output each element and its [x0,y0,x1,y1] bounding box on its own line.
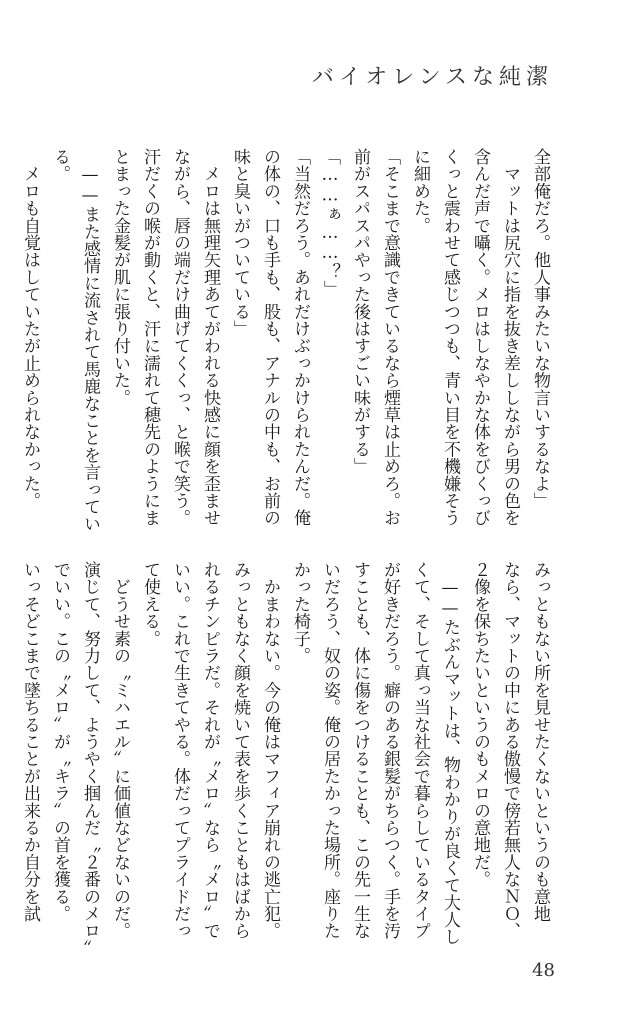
text-column: かまわない。今の俺はマフィア崩れの逃亡犯。 [260,561,280,940]
text-column: 演じて、努力して、ようやく掴んだ〝２番のメロ〟 [80,561,100,957]
text-column: メロも自覚はしていたが止められなかった。 [20,148,40,510]
text-column: 「当然だろう。あれだけぶっかけられたんだ。俺 [290,148,310,527]
text-column: に細めた。 [410,148,430,234]
text-column: 含んだ声で囁く。メロはしなやかな体をびくっび [470,148,490,527]
text-column: すことも、体に傷をつけることも、この先一生な [350,561,370,940]
text-column: て使える。 [140,561,160,647]
text-column: る。 [50,148,70,183]
text-block-lower [20,561,555,957]
page-number: 48 [532,960,555,981]
text-column: みっともなく顔を焼いて表を歩くこともはばから [230,561,250,940]
text-column: でいい。この〝メロ〟が〝キラ〟の首を獲る。 [50,561,70,923]
text-column: の体の、口も手も、股も、アナルの中も、お前の [260,148,280,527]
text-column: くっと震わせて感じつつも、青い目を不機嫌そう [440,148,460,527]
text-column: 「そこまで意識できているなら煙草は止めろ。お [380,148,400,527]
text-block-upper [20,148,555,533]
text-column: ——また感情に流されて馬鹿なことを言ってい [80,148,100,533]
text-column: 汗だくの喉が動くと、汗に濡れて穂先のようにま [140,148,160,527]
text-column: なら、マットの中にある傲慢で傍若無人なＮＯ、 [500,561,520,940]
text-column: メロは無理矢理あてがわれる快感に顔を歪ませ [200,148,220,527]
text-column: いっそどこまで墜ちることが出来るか自分を試 [20,561,40,923]
text-column: ２像を保ちたいというのもメロの意地だ。 [470,561,490,888]
text-column: ——たぶんマットは、物わかりが良くて大人し [440,561,460,946]
text-column: いだろう、奴の姿。俺の居たかった場所。座りた [320,561,340,940]
text-column: ながら、唇の端だけ曲げてくくっ、と喉で笑う。 [170,148,190,527]
text-column: 味と臭いがついている」 [230,148,250,338]
text-column: どうせ素の〝ミハエル〟に価値などないのだ。 [110,561,130,940]
text-column: くて、そして真っ当な社会で暮らしているタイプ [410,561,430,940]
text-column: とまった金髪が肌に張り付いた。 [110,148,130,406]
running-head-title: バイオレンスな純潔 [311,65,553,90]
text-column: 「……ぁ……？」 [320,148,340,298]
text-column: かった椅子。 [290,561,310,665]
text-column: れるチンピラだ。それが〝メロ〟なら〝メロ〟で [200,561,220,940]
text-column: マットは尻穴に指を抜き差ししながら男の色を [500,148,520,527]
text-column: みっともない所を見せたくないというのも意地 [530,561,550,923]
text-column: 全部俺だろ。他人事みたいな物言いするなよ」 [530,148,550,510]
text-column: 前がスパスパやった後はすごい味がする」 [350,148,370,475]
text-column: いい。これで生きてやる。体だってプライドだっ [170,561,190,940]
text-column: が好きだろう。癖のある銀髪がちらつく。手を汚 [380,561,400,940]
